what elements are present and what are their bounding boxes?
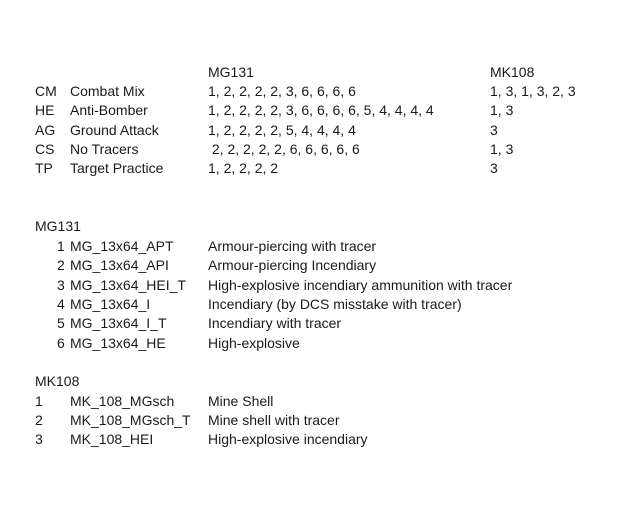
mg131-section-title xyxy=(35,217,81,236)
ammo-description: Mine shell with tracer xyxy=(208,412,340,428)
loadout-header-row xyxy=(0,63,629,82)
loadout-name: Combat Mix xyxy=(70,83,145,99)
loadout-mk108-sequence: 3 xyxy=(490,160,498,176)
ammo-description: High-explosive incendiary ammunition with tracer xyxy=(208,277,513,293)
loadout-row xyxy=(0,140,629,159)
loadout-row xyxy=(0,159,629,178)
mk108-section-title xyxy=(35,372,79,391)
ammo-number: 5 xyxy=(57,315,65,331)
loadout-row xyxy=(0,101,629,120)
loadout-code: CS xyxy=(35,141,55,157)
ammo-row xyxy=(0,256,629,275)
ammo-description: Incendiary (by DCS misstake with tracer) xyxy=(208,296,462,312)
loadout-code: TP xyxy=(35,160,53,176)
loadout-mg131-sequence: 1, 2, 2, 2, 2, 3, 6, 6, 6, 6 xyxy=(208,83,356,99)
ammo-number: 2 xyxy=(57,257,65,273)
loadout-row xyxy=(0,82,629,101)
loadout-mg131-sequence: 1, 2, 2, 2, 2, 5, 4, 4, 4, 4 xyxy=(208,122,356,138)
loadout-name: Anti-Bomber xyxy=(70,102,148,118)
ammo-id: MG_13x64_HEI_T xyxy=(70,277,186,293)
ammo-id: MG_13x64_I xyxy=(70,296,151,312)
ammo-row xyxy=(0,314,629,333)
loadout-mk108-sequence: 1, 3 xyxy=(490,141,514,157)
loadout-mg131-sequence: 1, 2, 2, 2, 2 xyxy=(208,160,279,176)
ammo-id: MG_13x64_APT xyxy=(70,238,174,254)
ammo-row xyxy=(0,276,629,295)
ammo-number: 2 xyxy=(35,412,43,428)
ammo-row xyxy=(0,411,629,430)
loadout-row xyxy=(0,121,629,140)
loadout-mk108-sequence: 3 xyxy=(490,122,498,138)
ammo-description: Mine Shell xyxy=(208,393,274,409)
ammo-number: 3 xyxy=(57,277,65,293)
ammo-id: MK_108_MGsch_T xyxy=(70,412,191,428)
ammo-id: MG_13x64_HE xyxy=(70,335,166,351)
ammo-description: Incendiary with tracer xyxy=(208,315,342,331)
ammo-number: 4 xyxy=(57,296,65,312)
header-mg131: MG131 xyxy=(208,64,254,80)
ammo-number: 6 xyxy=(57,335,65,351)
ammo-row xyxy=(0,334,629,353)
ammo-description: Armour-piercing Incendiary xyxy=(208,257,377,273)
ammo-id: MK_108_MGsch xyxy=(70,393,175,409)
loadout-code: AG xyxy=(35,122,56,138)
ammo-row xyxy=(0,237,629,256)
loadout-mg131-sequence: 1, 2, 2, 2, 2, 3, 6, 6, 6, 6, 5, 4, 4, 4, 4 xyxy=(208,102,434,118)
ammo-description: High-explosive xyxy=(208,335,300,351)
mk108-title: MK108 xyxy=(35,373,80,389)
loadout-name: No Tracers xyxy=(70,141,139,157)
loadout-name: Ground Attack xyxy=(70,122,159,138)
ammo-number: 3 xyxy=(35,431,43,447)
loadout-mk108-sequence: 1, 3, 1, 3, 2, 3 xyxy=(490,83,576,99)
loadout-code: HE xyxy=(35,102,55,118)
header-mk108: MK108 xyxy=(490,64,535,80)
loadout-code: CM xyxy=(35,83,57,99)
ammo-row xyxy=(0,295,629,314)
ammo-id: MK_108_HEI xyxy=(70,431,154,447)
ammo-row xyxy=(0,392,629,411)
ammo-row xyxy=(0,430,629,449)
ammo-description: High-explosive incendiary xyxy=(208,431,368,447)
ammo-id: MG_13x64_API xyxy=(70,257,169,273)
ammo-description: Armour-piercing with tracer xyxy=(208,238,377,254)
ammo-id: MG_13x64_I_T xyxy=(70,315,167,331)
loadout-mg131-sequence: 2, 2, 2, 2, 2, 6, 6, 6, 6, 6 xyxy=(208,141,360,157)
loadout-mk108-sequence: 1, 3 xyxy=(490,102,514,118)
mg131-title: MG131 xyxy=(35,218,81,234)
ammo-number: 1 xyxy=(57,238,65,254)
loadout-name: Target Practice xyxy=(70,160,164,176)
ammo-number: 1 xyxy=(35,393,43,409)
